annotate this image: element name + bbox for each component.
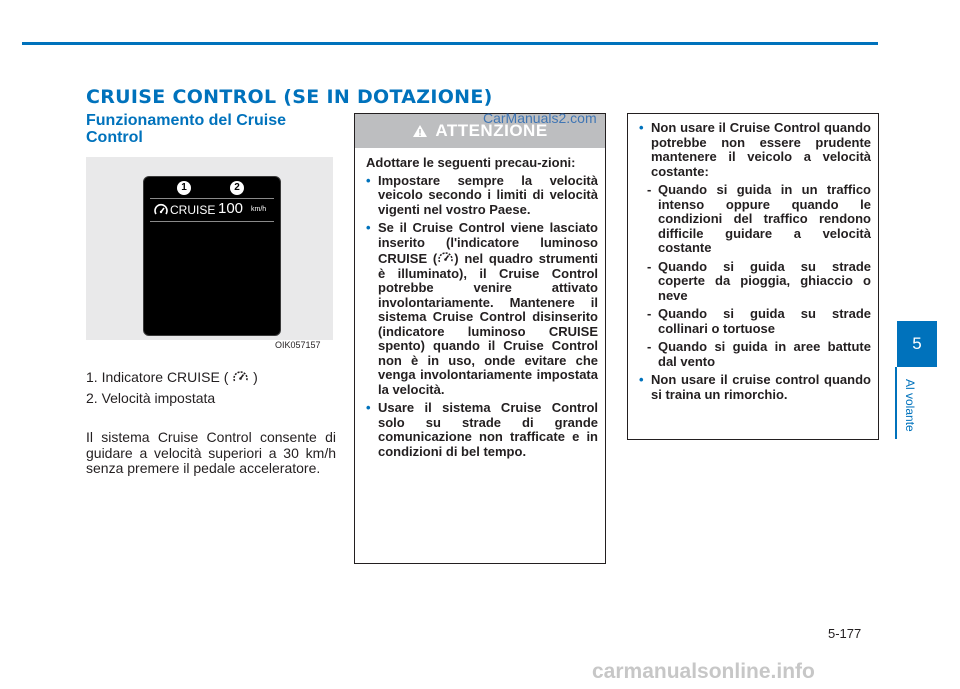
warning-intro: Adottare le seguenti precau-zioni: [366,155,576,170]
warning-sub-item: - Quando si guida in un traffico intenso oppure quando le condizioni del traffico rendono difficile guidare a velocità costante [647,182,871,255]
subsection-title: Funzionamento del Cruise Control [86,112,287,146]
warning-bullet-2-text-a: Se il Cruise Control viene lasciato inserito (l'indicatore luminoso CRUISE ( [378,220,598,266]
warning-sub-item: - Quando si guida in aree battute dal vento [647,339,871,369]
bullet-dot-icon: • [639,372,644,387]
bullet-dot-icon: • [639,120,644,135]
callout-1: 1 [177,181,191,195]
callout-2: 2 [230,181,244,195]
warning-bullet [366,221,598,397]
warning-bullet-2-text-b: ) nel quadro strumenti è illuminato), il Cruise Control potrebbe venire attivato involontariamente. Mantenere il sistema Cruise Control disinserito (indicatore luminoso CRUISE spento) quando il Cruise Control non è in uso, onde evitare che venga involontariamente impostata la velocità. [378,251,599,397]
bullet-dot-icon: • [366,400,371,415]
warning-bullet [366,174,598,218]
warning-cont-body [628,114,878,402]
warning-sub-item-2: Quando si guida su strade coperte da pioggia, ghiaccio o neve [658,258,871,303]
chapter-tab[interactable]: 5 [897,321,937,367]
cruise-band [150,198,274,222]
warning-sub-item: - Quando si guida su strade collinari o tortuose [647,306,871,336]
bullet-dot-icon: • [366,220,371,235]
figure-code: OIK057157 [275,340,321,350]
legend-item-2: 2. Velocità impostata [86,390,216,406]
warning-sub-item-3: Quando si guida su strade collinari o tortuose [658,306,871,336]
warning-sub-item: - Quando si guida su strade coperte da pioggia, ghiaccio o neve [647,258,871,303]
warning-body [355,148,605,459]
page-number: 5-177 [828,626,862,641]
warning-box [354,113,606,564]
figure-legend [86,368,336,410]
legend-item-1-text: 1. Indicatore CRUISE ( [86,369,229,385]
warning-sub-item-4: Quando si guida in aree battute dal vento [658,339,871,369]
warning-bullet [366,401,598,459]
warning-triangle-icon [412,124,428,138]
display-speed: 100 [218,200,244,217]
warning-cont-bullet [639,373,871,402]
warning-cont-bullet [639,121,871,179]
cruise-indicator-icon [153,202,169,218]
cruise-indicator-icon [437,250,454,265]
watermark-bottom: carmanualsonline.info [592,660,815,683]
chapter-label: Al volante [903,379,917,432]
warning-header-label: ATTENZIONE [435,121,548,140]
legend-item-1 [86,368,336,386]
display-cruise-text: CRUISE [170,203,216,217]
bullet-dot-icon: • [366,172,371,188]
top-rule [22,42,878,45]
section-title: CRUISE CONTROL (SE IN DOTAZIONE) [86,86,493,108]
warning-box-continued [627,113,879,440]
warning-sub-item-1: Quando si guida in un traffico intenso oppure quando le condizioni del traffico rendono difficile guidare a velocità costante [658,182,871,255]
warning-bullet-1-text: Impostare sempre la velocità veicolo secondo i limiti di velocità vigenti nel vostro Paese. [378,172,598,217]
chapter-bar [895,367,897,439]
body-paragraph: Il sistema Cruise Control consente di guidare a velocità superiori a 30 km/h senza premere il pedale acceleratore. [86,429,336,476]
warning-cont-bullet-2-text: Non usare il cruise control quando si traina un rimorchio. [651,372,871,402]
warning-bullet-3-text: Usare il sistema Cruise Control solo su strade di grande comunicazione non trafficate e in condizioni di bel tempo. [378,400,598,459]
watermark-top: CarManuals2.com [483,110,597,126]
cluster-figure [86,157,333,340]
legend-item-1-close: ) [253,369,258,385]
warning-cont-bullet-1-text: Non usare il Cruise Control quando potrebbe non essere prudente mantenere il veicolo a velocità costante: [651,120,871,179]
display-unit: km/h [251,206,267,213]
cruise-indicator-icon [232,369,249,384]
cluster-display [143,176,281,336]
